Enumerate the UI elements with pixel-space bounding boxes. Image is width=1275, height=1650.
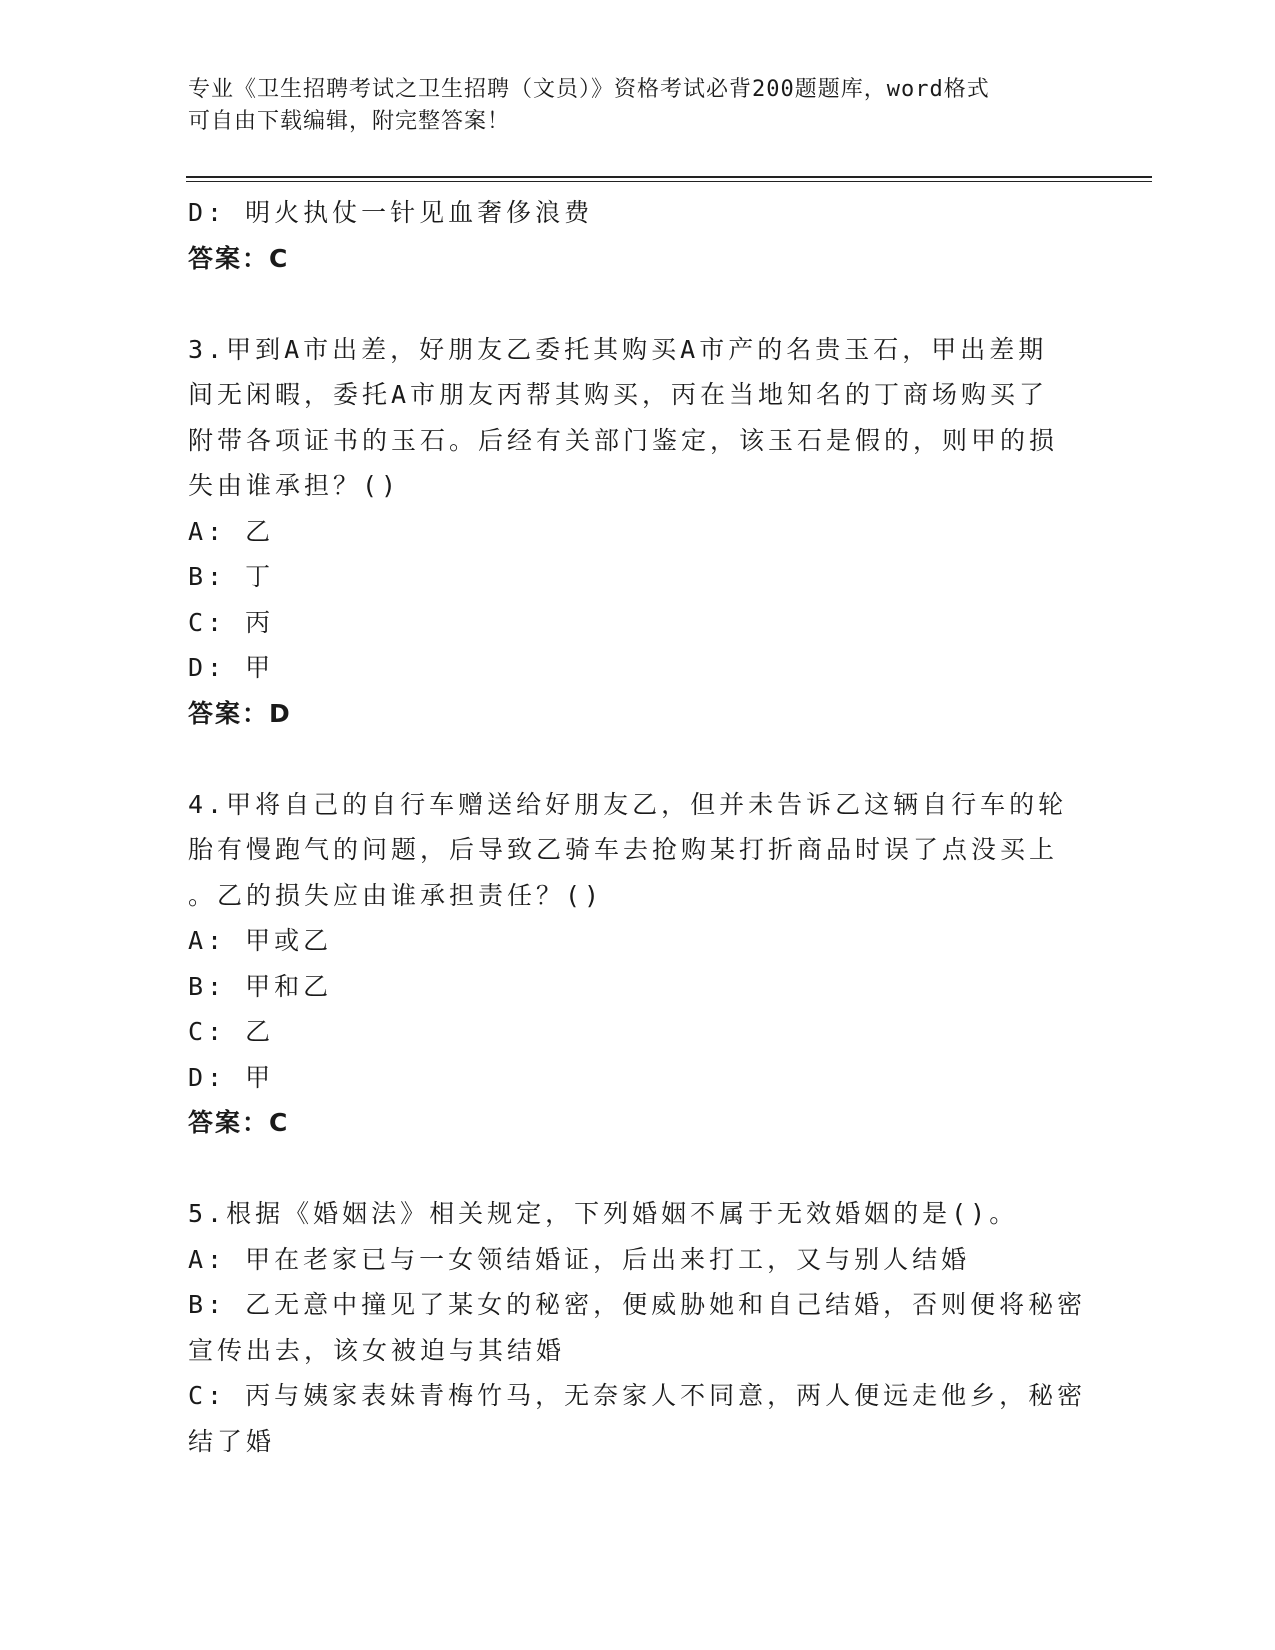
header-divider-thin (186, 181, 1152, 182)
q4-option-d: D: 甲 (188, 1062, 275, 1092)
q3-answer: 答案：D (188, 698, 292, 728)
header-divider-thick (186, 176, 1152, 178)
page-header (188, 74, 1088, 138)
q3-option-b: B: 丁 (188, 562, 275, 591)
q3-option-a: A: 乙 (188, 516, 275, 546)
header-title-line-2: 可自由下载编辑，附完整答案！ (188, 109, 511, 134)
q3-stem-line: 附带各项证书的玉石。后经有关部门鉴定，该玉石是假的，则甲的损 (188, 425, 1059, 455)
q3-option-d: D: 甲 (188, 653, 275, 682)
question-list (188, 190, 1087, 1464)
q3-stem-line: 失由谁承担？() (188, 471, 401, 500)
q5-option-line: B: 乙无意中撞见了某女的秘密，便威胁她和自己结婚，否则便将秘密 (188, 1290, 1087, 1319)
q4-option-c: C: 乙 (188, 1017, 275, 1046)
header-title-line-1: 专业《卫生招聘考试之卫生招聘（文员）》资格考试必背200题题库，word格式 (188, 77, 990, 102)
q5-stem-line: 5.根据《婚姻法》相关规定，下列婚姻不属于无效婚姻的是()。 (188, 1199, 1019, 1228)
question-5 (188, 1191, 1087, 1464)
q4-option-b: B: 甲和乙 (188, 971, 333, 1001)
q4-option-a: A: 甲或乙 (188, 926, 333, 955)
spacer (188, 281, 1078, 327)
q3-stem-line: 间无闲暇，委托A市朋友丙帮其购买，丙在当地知名的丁商场购买了 (188, 380, 1049, 409)
q3-option-c: C: 丙 (188, 607, 275, 637)
q5-option-line: 宣传出去，该女被迫与其结婚 (188, 1335, 566, 1365)
q5-option-line: C: 丙与姨家表妹青梅竹马，无奈家人不同意，两人便远走他乡，秘密 (188, 1381, 1087, 1410)
q4-stem-line: 胎有慢跑气的问题，后导致乙骑车去抢购某打折商品时误了点没买上 (188, 835, 1059, 864)
q4-stem-line: 。乙的损失应由谁承担责任？() (188, 880, 604, 910)
question-4 (188, 782, 1078, 1146)
q4-answer: 答案：C (188, 1108, 290, 1137)
q2-option-d: D: 明火执仗一针见血奢侈浪费 (188, 198, 594, 227)
q4-stem-line: 4.甲将自己的自行车赠送给好朋友乙，但并未告诉乙这辆自行车的轮 (188, 789, 1068, 819)
q3-stem-line: 3.甲到A市出差，好朋友乙委托其购买A市产的名贵玉石，甲出差期 (188, 334, 1048, 364)
q2-answer: 答案：C (188, 243, 290, 273)
spacer (188, 736, 1078, 782)
q5-option-line: A: 甲在老家已与一女领结婚证，后出来打工，又与别人结婚 (188, 1244, 971, 1274)
question-3 (188, 327, 1078, 737)
spacer (188, 1146, 1078, 1192)
q5-option-line: 结了婚 (188, 1426, 276, 1456)
